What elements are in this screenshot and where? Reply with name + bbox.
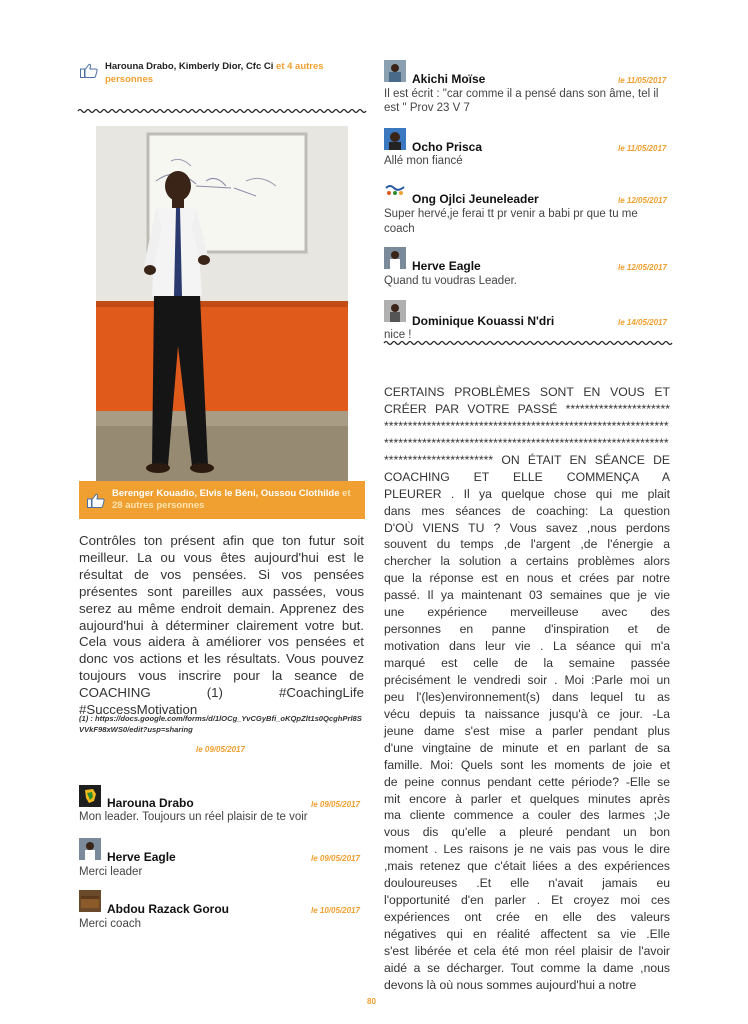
- article-line: D'OÙ VIENS TU ? Vous savez ,nous perdons: [384, 520, 670, 535]
- article-line: famille. Moi: Quels sont les moments de joie et: [384, 757, 670, 772]
- article-line: PLEURER . Il ya quelque chose qui me plait: [384, 486, 670, 501]
- article-line: souvent du temps ,de l'argent ,de l'énergie a: [384, 537, 670, 552]
- comment-author[interactable]: Harouna Drabo: [107, 796, 194, 810]
- post-text-content: Contrôles ton présent afin que ton futur soit meilleur. La ou vous êtes aujourd'hui est le résultat de vos pensées. Si vos pensées présentes sont pareilles aux passées, vous serez au même endroit demain. Apprenez des aujourd'hui à déterminer clairement votre but. Cela vous aidera à améliorer vos pensées et donc vos actions et les résultats. Vous pouvez toujours vous inscrire pour la seance de COACHING (1) #CoachingLife #SuccessMotivation: [79, 533, 364, 718]
- article-line: motivation dans leur vie . La séance qui m'a: [384, 639, 670, 654]
- comment-date: le 12/05/2017: [618, 263, 667, 272]
- comment-date: le 12/05/2017: [618, 196, 667, 205]
- comment-date: le 11/05/2017: [618, 144, 667, 153]
- article-line: dans mes séances de coaching: La question: [384, 503, 670, 518]
- article-line: vous dis qu'elle a pleuré pendant un bon: [384, 825, 670, 840]
- article-line: ************************************************************: [384, 435, 669, 450]
- top-likes-names[interactable]: Harouna Drabo, Kimberly Dior, Cfc Ci: [105, 61, 274, 72]
- article-line: marqué est celle de la semaine passée: [384, 656, 670, 670]
- comment-date: le 09/05/2017: [311, 854, 360, 863]
- comment-item: [384, 60, 670, 120]
- wavy-divider: [78, 108, 366, 114]
- comment-author[interactable]: Dominique Kouassi N'dri: [412, 314, 555, 328]
- article-line: ma cliente commence a couler des larmes ;Je: [384, 808, 670, 823]
- article-line: douloureuses .Et elle n'avait jamais eu: [384, 876, 670, 891]
- article-line: CERTAINS PROBLÈMES SONT EN VOUS ET: [384, 385, 670, 399]
- comment-text: Super hervé,je ferai tt pr venir a babi pr que tu me coach: [384, 208, 638, 235]
- post-photo[interactable]: [96, 126, 348, 481]
- article-line: expériences ont crée en elle des valeurs: [384, 910, 670, 925]
- comment-item: [384, 247, 670, 292]
- photo-likes-names[interactable]: Berenger Kouadio, Elvis le Béni, Oussou Clothilde: [112, 488, 340, 499]
- comment-text: Mon leader. Toujours un réel plaisir de te voir: [79, 811, 308, 823]
- comment-item: [384, 300, 670, 345]
- article-line: vécu depuis ta naissance jusqu'à ce jour. -La: [384, 706, 670, 721]
- comment-date: le 10/05/2017: [311, 906, 360, 915]
- comment-item: [79, 890, 365, 935]
- footnote-link[interactable]: (1) : https://docs.google.com/forms/d/1lOCg_YvCGyBfi_oKQpZlt1s0QcghPrl8SVVkF98xWS0/edit?usp=sharing: [79, 714, 362, 734]
- article-line: ,mais retenez que c'était liées a des expériences: [384, 859, 670, 874]
- article-line: passé. Il ya maintenant 03 semaines que je vie: [384, 588, 670, 603]
- comment-author[interactable]: Ocho Prisca: [412, 140, 483, 154]
- comment-text: Merci coach: [79, 918, 141, 930]
- article-line: mit encore à parler et quelques minutes après: [384, 791, 670, 806]
- top-likes-others[interactable]: et 4 autres personnes: [105, 61, 324, 85]
- comment-text: Allé mon fiancé: [384, 155, 463, 167]
- article-line: d'une vingtaine de minute et en parlant de sa: [384, 740, 670, 755]
- page-number: 80: [367, 997, 376, 1006]
- article-line: de peine connus pendant cette période? -Elle se: [384, 774, 670, 789]
- avatar[interactable]: [384, 300, 406, 322]
- comment-text: Quand tu voudras Leader.: [384, 275, 517, 287]
- article-line: l'opportunité d'en parler . Et croyez moi ces: [384, 893, 670, 908]
- wavy-divider: [384, 340, 672, 346]
- article-line: personnes en panne d'inspiration et de: [384, 622, 670, 637]
- article-line: chercher la solution a certains problèmes alors: [384, 554, 670, 569]
- article-line: *********************** ON ÉTAIT EN SÉANCE DE: [384, 452, 670, 467]
- comment-item: [384, 180, 670, 240]
- comment-text: Il est écrit : "car comme il a pensé dans son âme, tel il est " Prov 23 V 7: [384, 88, 659, 114]
- comment-author[interactable]: Herve Eagle: [107, 850, 176, 864]
- comment-text: Merci leader: [79, 866, 143, 878]
- avatar[interactable]: [79, 890, 101, 912]
- comment-date: le 14/05/2017: [618, 318, 667, 327]
- comment-author[interactable]: Herve Eagle: [412, 259, 481, 273]
- thumbs-up-icon: [80, 63, 98, 78]
- comment-author[interactable]: Abdou Razack Gorou: [107, 902, 230, 916]
- comment-item: [79, 838, 365, 883]
- comment-item: [384, 128, 670, 173]
- avatar[interactable]: [384, 60, 406, 82]
- avatar[interactable]: [79, 785, 101, 807]
- article-line: jeune dame s'est mise a parler pendant plus: [384, 723, 670, 738]
- article-line: aidé a se décharger. Tout comme la dame ,nous: [384, 960, 670, 975]
- article-line: négatives qui en réalité affectent sa vie .Elle: [384, 927, 670, 941]
- article-line: devons là où nous sommes aujourd'hui a notre: [384, 977, 637, 992]
- article-line: une expérience merveilleuse avec des: [384, 605, 670, 620]
- comment-author[interactable]: Ong Ojlci Jeuneleader: [412, 192, 539, 206]
- article-line: ************************************************************: [384, 418, 669, 433]
- avatar[interactable]: [384, 128, 406, 150]
- avatar[interactable]: [384, 247, 406, 269]
- article-line: CRÉER PAR VOTRE PASSÉ **********************: [384, 401, 670, 416]
- avatar[interactable]: [79, 838, 101, 860]
- photo-likes-others[interactable]: et 28 autres personnes: [112, 488, 351, 511]
- comment-date: le 11/05/2017: [618, 76, 667, 85]
- article-line: peu l'(les)environnement(s) dans lequel tu as: [384, 689, 670, 704]
- article-line: que la réponse est en nous et crées par notre: [384, 571, 670, 586]
- article-line: moment . Les raisons je ne vais pas vous le dire: [384, 842, 670, 857]
- comment-item: [79, 785, 365, 830]
- comment-text: nice !: [384, 329, 412, 341]
- post-date: le 09/05/2017: [196, 745, 245, 754]
- thumbs-up-icon: [87, 493, 105, 508]
- article-body: [384, 384, 670, 994]
- post-text: [79, 533, 364, 718]
- photo-likes-bar: [79, 481, 365, 519]
- article-line: précisément le vendredi soir . Moi :Parle moi un: [384, 672, 670, 687]
- comment-author[interactable]: Akichi Moïse: [412, 72, 486, 86]
- avatar[interactable]: [384, 180, 406, 202]
- comment-date: le 09/05/2017: [311, 800, 360, 809]
- article-line: COACHING ET ELLE COMMENÇA A: [384, 469, 670, 484]
- article-line: s'est libérée et cela été mon réel plaisir de l'avoir: [384, 943, 670, 958]
